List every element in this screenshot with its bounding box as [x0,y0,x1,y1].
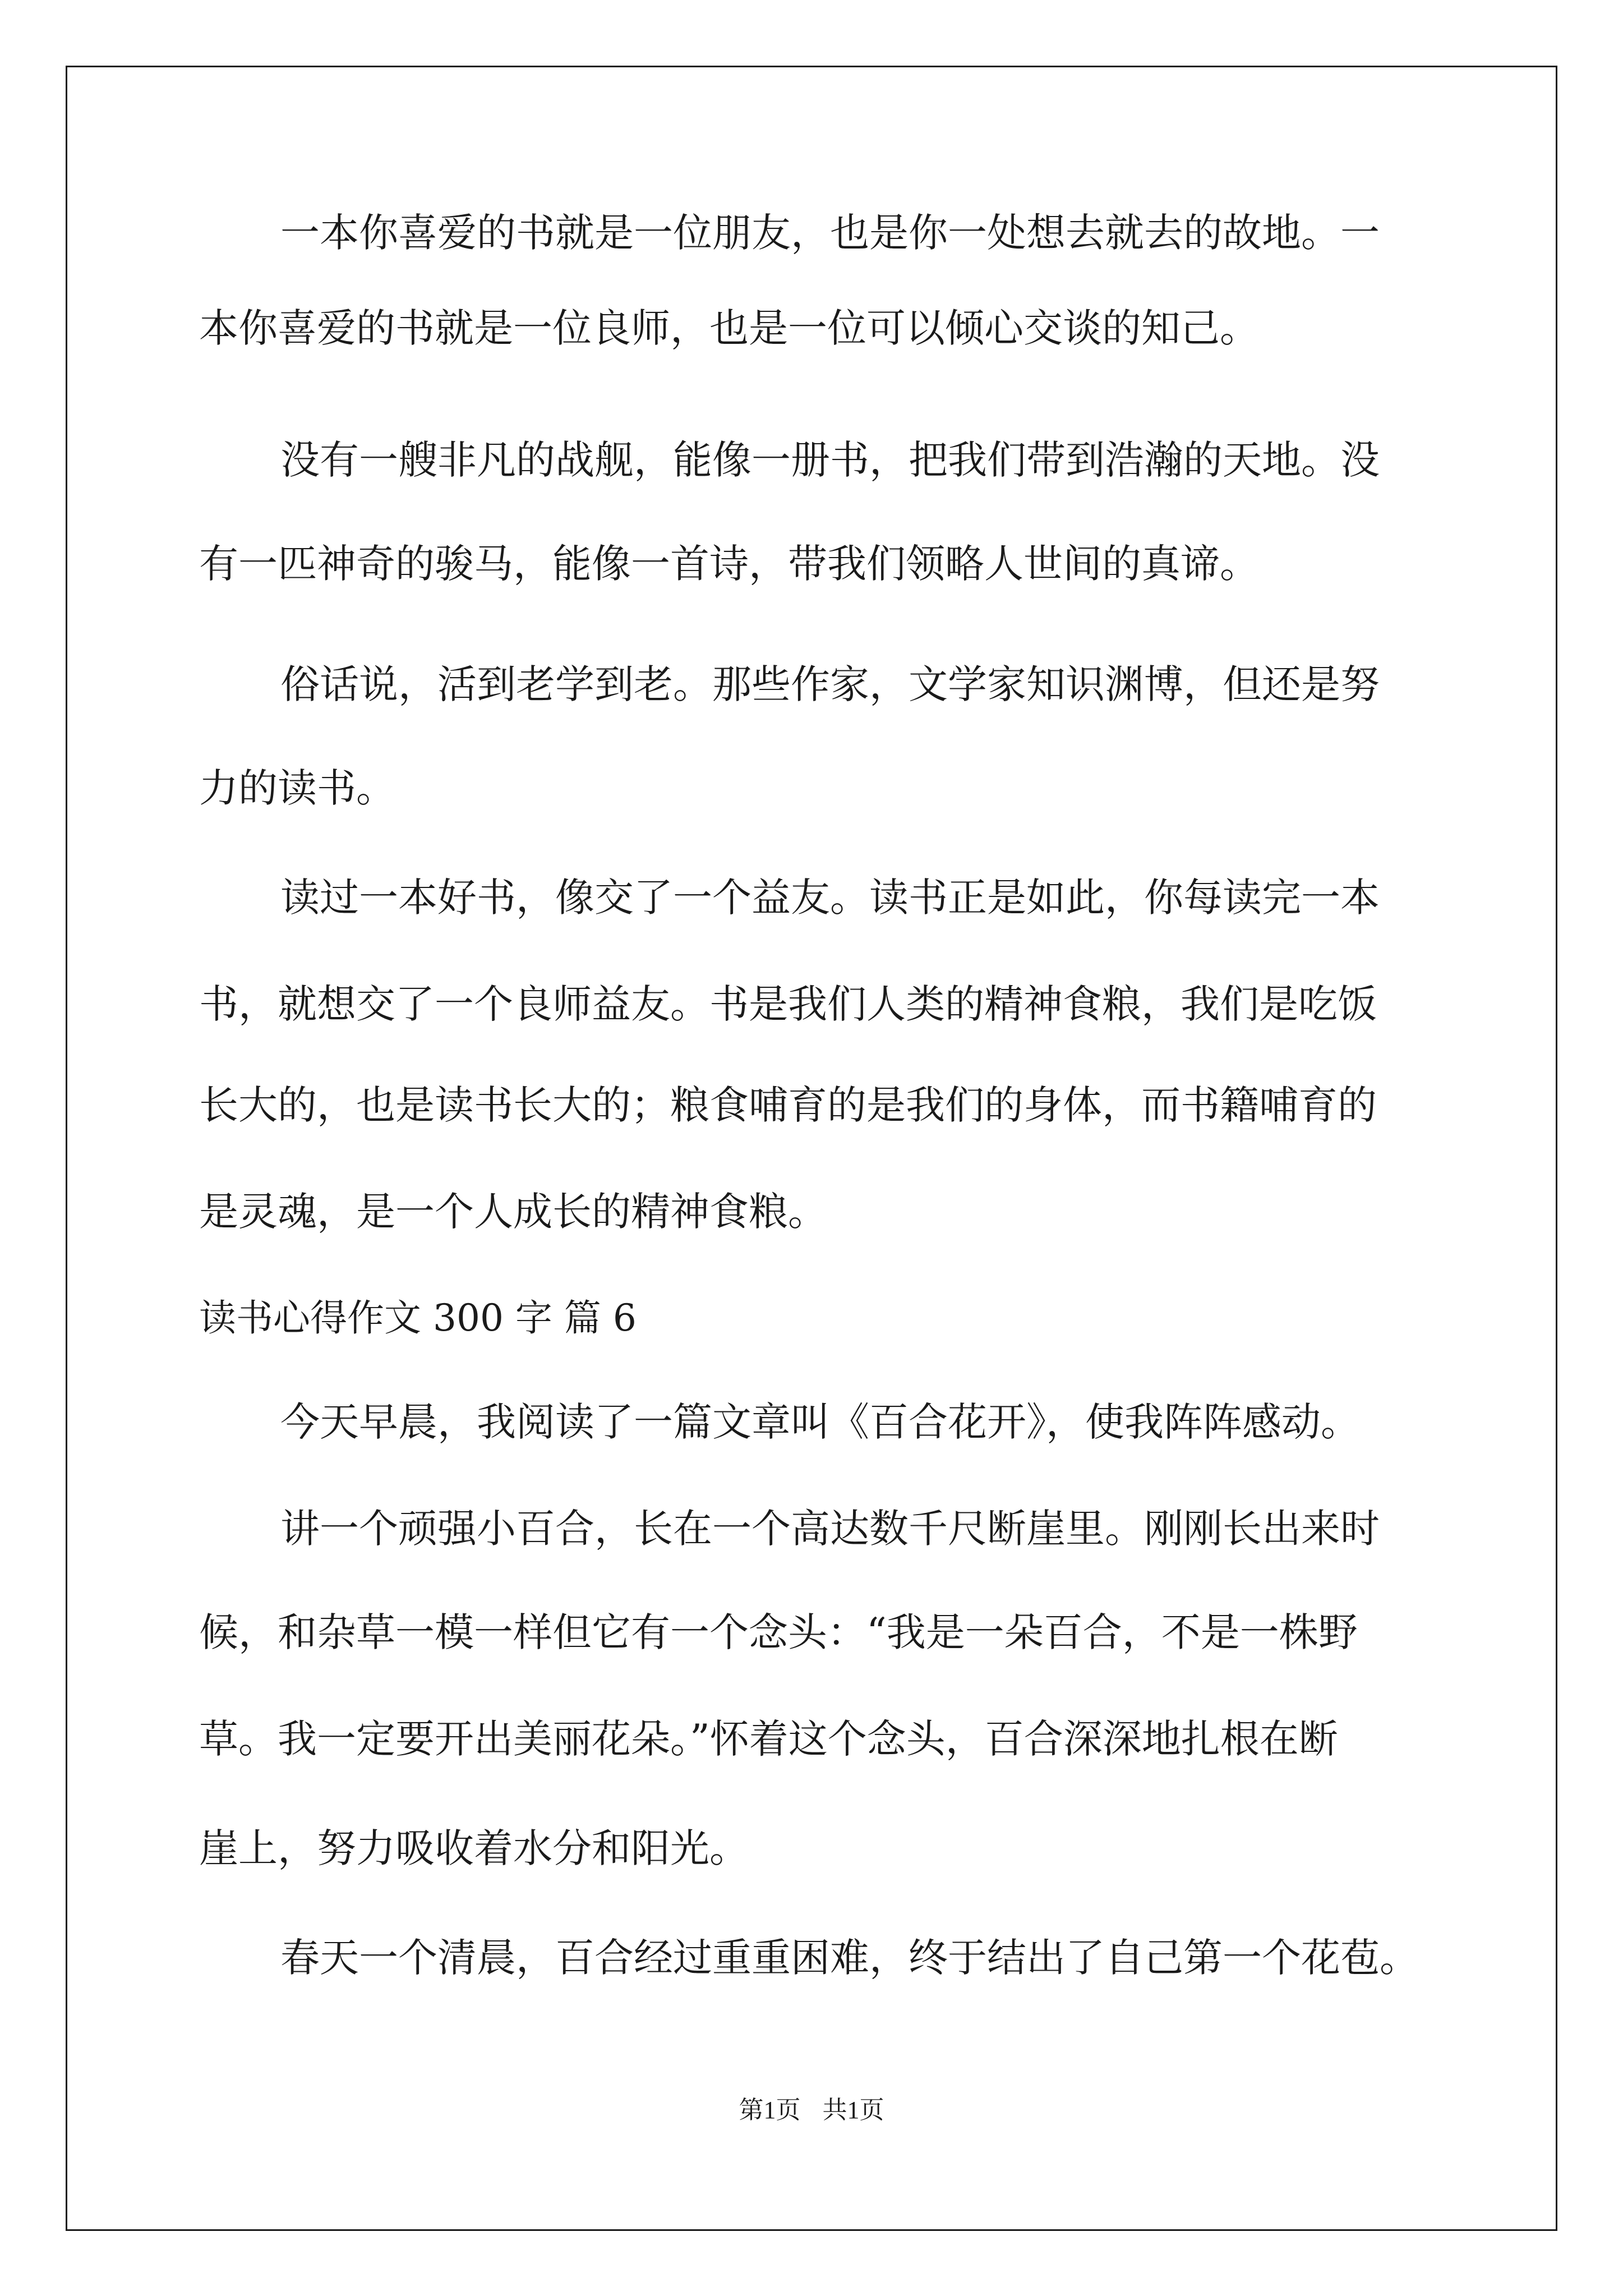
paragraph-4-line-1: 读过一本好书，像交了一个益友。读书正是如此，你每读完一本 [280,875,1380,921]
paragraph-6-line-1: 讲一个顽强小百合，长在一个高达数千尺断崖里。刚刚长出来时 [280,1506,1380,1552]
paragraph-3-line-1: 俗话说，活到老学到老。那些作家，文学家知识渊博，但还是努 [280,661,1380,707]
paragraph-6-line-4: 崖上，努力吸收着水分和阳光。 [199,1825,749,1871]
page-footer [0,2090,1623,2125]
paragraph-4-line-3: 长大的，也是读书长大的；粮食哺育的是我们的身体，而书籍哺育的 [199,1082,1377,1128]
paragraph-6-line-3: 草。我一定要开出美丽花朵。”怀着这个念头，百合深深地扎根在断 [199,1716,1338,1762]
paragraph-6-line-2: 候，和杂草一模一样但它有一个念头：“我是一朵百合，不是一株野 [199,1609,1358,1655]
paragraph-1-line-1: 一本你喜爱的书就是一位朋友，也是你一处想去就去的故地。一 [280,210,1380,256]
paragraph-4-line-2: 书，就想交了一个良师益友。书是我们人类的精神食粮，我们是吃饭 [199,981,1377,1027]
page-number-current: 第1页 [739,2096,801,2124]
paragraph-1-line-2: 本你喜爱的书就是一位良师，也是一位可以倾心交谈的知己。 [199,305,1259,351]
page-number-total: 共1页 [822,2096,884,2124]
paragraph-5-line-1: 今天早晨，我阅读了一篇文章叫《百合花开》，使我阵阵感动。 [280,1399,1360,1445]
paragraph-2-line-1: 没有一艘非凡的战舰，能像一册书，把我们带到浩瀚的天地。没 [280,437,1380,483]
paragraph-7-line-1: 春天一个清晨，百合经过重重困难，终于结出了自己第一个花苞。 [280,1935,1419,1981]
section-heading: 读书心得作文 300 字 篇 6 [199,1296,637,1340]
paragraph-3-line-2: 力的读书。 [199,765,395,811]
paragraph-2-line-2: 有一匹神奇的骏马，能像一首诗，带我们领略人世间的真谛。 [199,541,1259,587]
page-border [66,66,1557,2231]
paragraph-4-line-4: 是灵魂，是一个人成长的精神食粮。 [199,1189,827,1235]
